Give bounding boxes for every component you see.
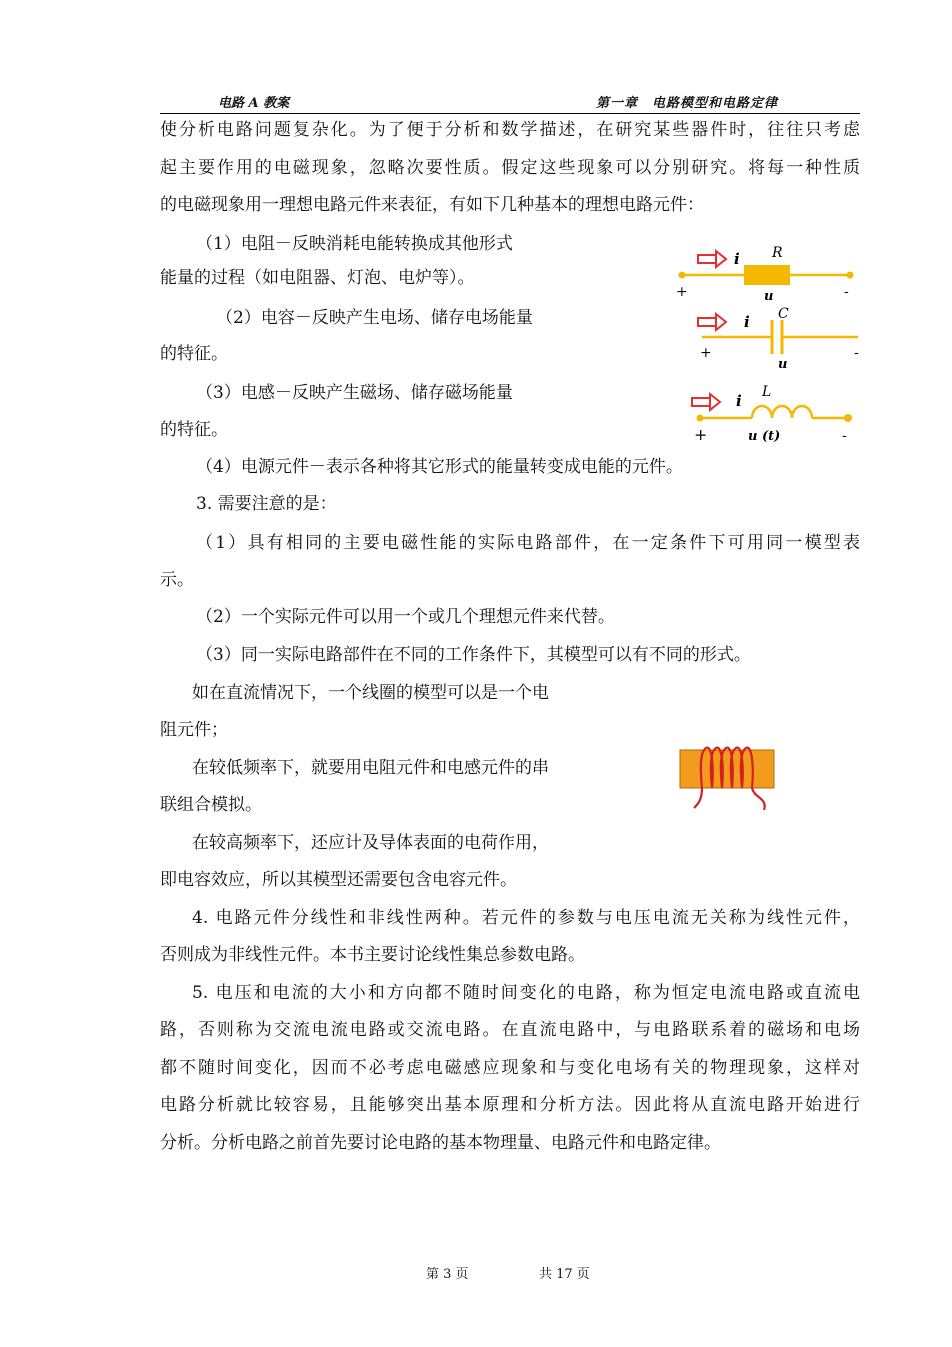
plus-sign: + [700, 345, 712, 361]
paragraph-line: 联组合模拟。 [160, 795, 262, 815]
paragraph-line: 4. 电路元件分线性和非线性两种。若元件的参数与电压电流无关称为线性元件， [192, 908, 860, 928]
paragraph-line: （2）电容－反映产生电场、储存电场能量 [216, 308, 533, 328]
paragraph-line: 分析。分析电路之前首先要讨论电路的基本物理量、电路元件和电路定律。 [160, 1133, 721, 1153]
minus-sign: - [842, 428, 847, 444]
paragraph-line: 在较低频率下，就要用电阻元件和电感元件的串 [192, 758, 549, 778]
paragraph-line: 的特征。 [160, 344, 228, 364]
paragraph-line: （1）电阻－反映消耗电能转换成其他形式 [196, 234, 513, 254]
paragraph-line: （3）电感－反映产生磁场、储存磁场能量 [196, 383, 513, 403]
paragraph-line: （4）电源元件－表示各种将其它形式的能量转变成电能的元件。 [196, 457, 683, 477]
plus-sign: + [676, 284, 688, 300]
header-left: 电路 A 教案 [218, 96, 290, 111]
current-label: i [734, 250, 740, 268]
paragraph-line: （1）具有相同的主要电磁性能的实际电路部件，在一定条件下可用同一模型表 [196, 533, 860, 553]
current-arrow-icon [698, 251, 726, 267]
voltage-label: u [778, 357, 788, 372]
paragraph-line: 路，否则称为交流电流电路或交流电路。在直流电路中，与电路联系着的磁场和电场 [160, 1020, 860, 1040]
resistor-label: R [772, 245, 783, 261]
voltage-label: u (t) [748, 429, 781, 444]
header-rule [160, 113, 860, 114]
resistor-diagram [674, 240, 864, 300]
paragraph-line: 的特征。 [160, 420, 228, 440]
paragraph-line: 电路分析就比较容易，且能够突出基本原理和分析方法。因此将从直流电路开始进行 [160, 1095, 860, 1115]
paragraph-line: 否则成为非线性元件。本书主要讨论线性集总参数电路。 [160, 945, 585, 965]
resistor-icon [744, 265, 790, 285]
current-arrow-icon [692, 394, 720, 410]
minus-sign: - [844, 284, 849, 300]
capacitor-label: C [778, 306, 789, 322]
paragraph-line: 如在直流情况下，一个线圈的模型可以是一个电 [192, 683, 549, 703]
header-right: 第一章 电路模型和电路定律 [596, 96, 779, 111]
total-pages: 共 17 页 [539, 1267, 590, 1282]
paragraph-line: 在较高频率下，还应计及导体表面的电荷作用， [192, 833, 549, 853]
current-arrow-icon [698, 314, 726, 330]
paragraph-line: 的电磁现象用一理想电路元件来表征，有如下几种基本的理想电路元件： [160, 195, 704, 215]
plus-sign: + [694, 425, 708, 444]
coil-picture [676, 738, 786, 818]
inductor-diagram [690, 378, 865, 446]
capacitor-diagram [694, 302, 874, 372]
paragraph-line: 都不随时间变化，因而不必考虑电磁感应现象和与变化电场有关的物理现象，这样对 [160, 1058, 860, 1078]
paragraph-line: 即电容效应，所以其模型还需要包含电容元件。 [160, 870, 517, 890]
minus-sign: - [854, 345, 859, 361]
voltage-label: u [764, 289, 774, 300]
paragraph-line: 使分析电路问题复杂化。为了便于分析和数学描述，在研究某些器件时，往往只考虑 [160, 120, 860, 140]
current-label: i [744, 313, 750, 331]
paragraph-line: 阻元件； [160, 720, 228, 740]
paragraph-line: （2）一个实际元件可以用一个或几个理想元件来代替。 [196, 607, 615, 627]
inductor-label: L [762, 384, 772, 400]
paragraph-line: 5. 电压和电流的大小和方向都不随时间变化的电路，称为恒定电流电路或直流电 [192, 983, 860, 1003]
paragraph-line: 3. 需要注意的是： [196, 494, 337, 514]
paragraph-line: （3）同一实际电路部件在不同的工作条件下，其模型可以有不同的形式。 [196, 645, 751, 665]
paragraph-line: 示。 [160, 570, 194, 590]
paragraph-line: 能量的过程（如电阻器、灯泡、电炉等）。 [160, 268, 475, 288]
current-label: i [736, 392, 742, 410]
page-number: 第 3 页 [426, 1267, 469, 1282]
paragraph-line: 起主要作用的电磁现象，忽略次要性质。假定这些现象可以分别研究。将每一种性质 [160, 158, 860, 178]
inductor-coil-icon [752, 406, 812, 418]
